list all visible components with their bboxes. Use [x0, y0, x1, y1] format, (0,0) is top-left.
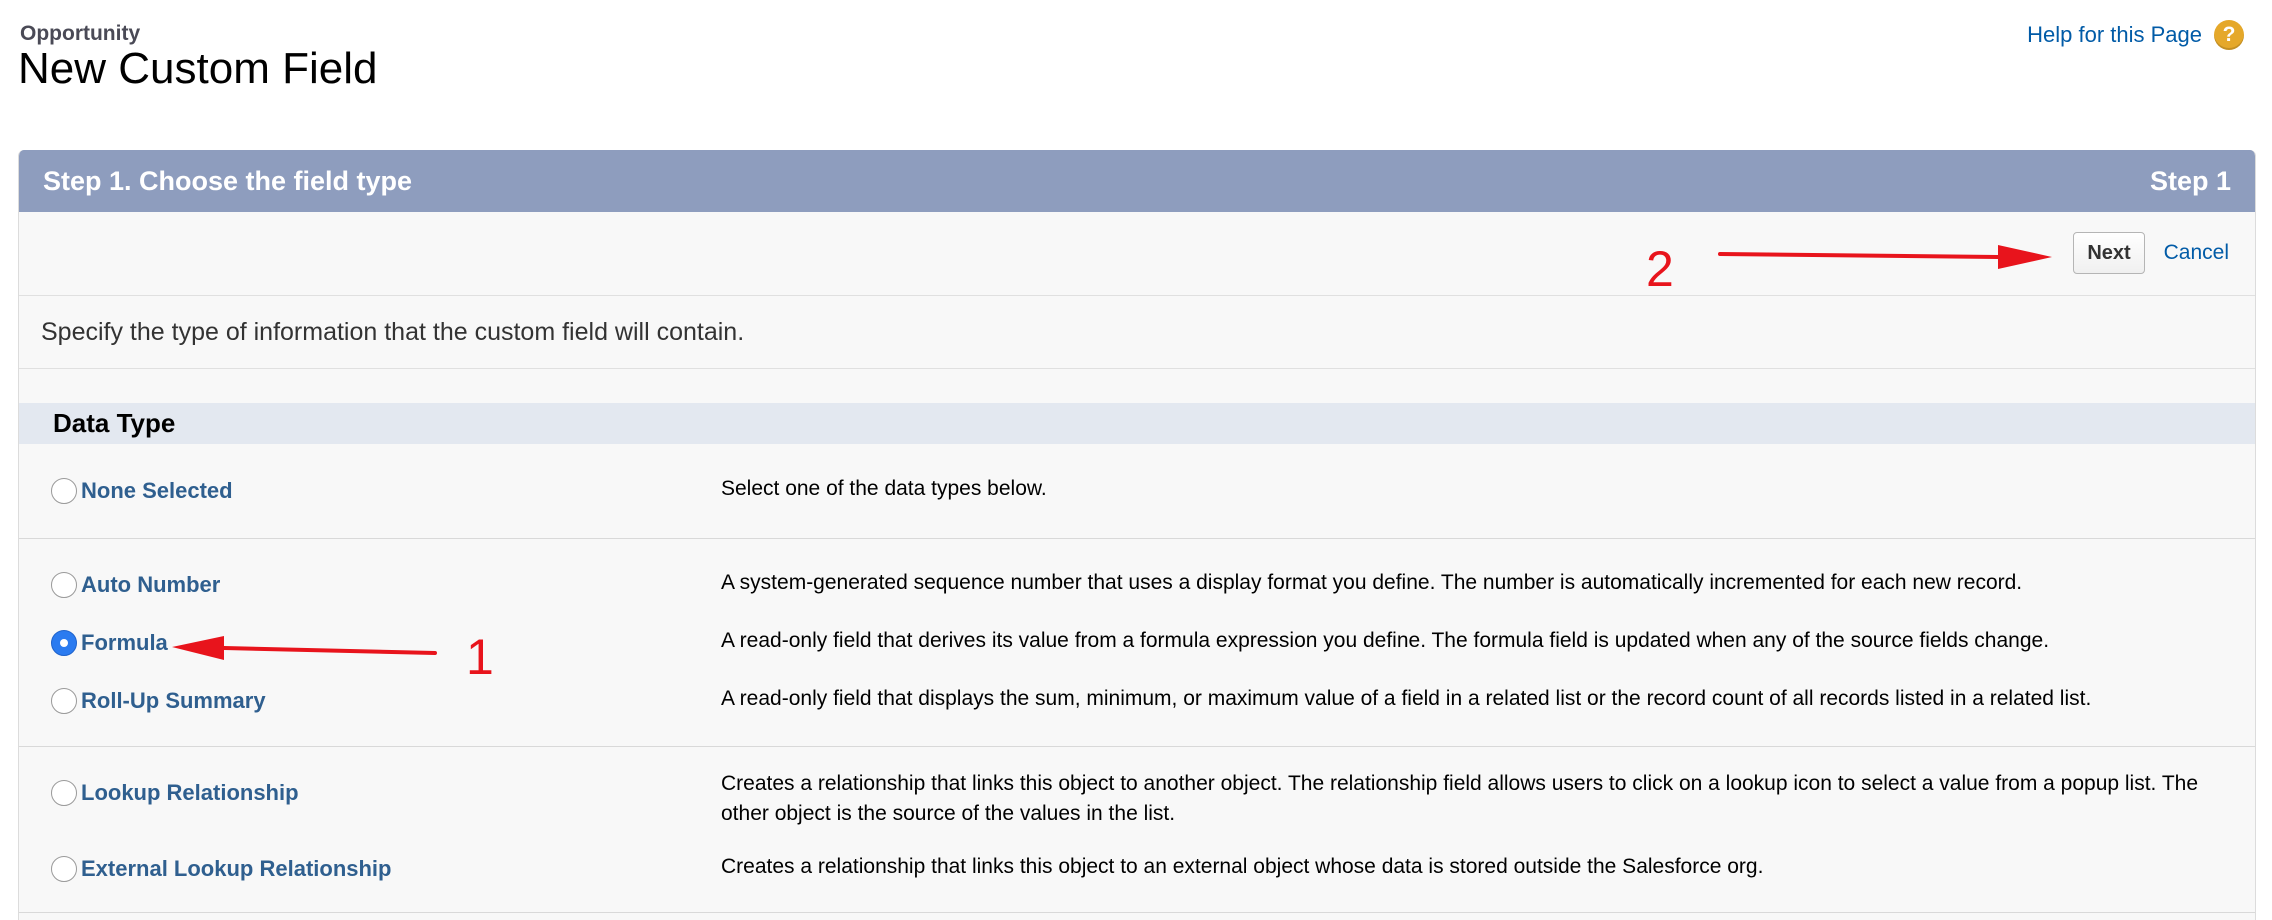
cancel-link[interactable]: Cancel: [2163, 241, 2229, 264]
option-none-selected[interactable]: [51, 478, 233, 504]
option-label: Roll-Up Summary: [81, 688, 266, 713]
option-description: Creates a relationship that links this object to another object. The relationship field allows users to click on a lookup icon to select a value from a popup list. The other object is the source of the values in the list.: [721, 772, 2199, 825]
annotation-label-2: 2: [1646, 241, 1674, 297]
option-formula[interactable]: [51, 630, 168, 656]
annotation-label-1: 1: [466, 629, 494, 685]
step-panel: [18, 150, 2256, 920]
radio-external-lookup-relationship[interactable]: [51, 856, 77, 882]
step-indicator: Step 1: [2149, 165, 2231, 196]
radio-formula[interactable]: [51, 630, 77, 656]
help-area: [2027, 20, 2244, 50]
option-lookup-relationship[interactable]: [51, 780, 299, 806]
instructions-text: Specify the type of information that the custom field will contain.: [19, 296, 2255, 369]
data-type-group: [19, 444, 2255, 539]
option-label: External Lookup Relationship: [81, 856, 392, 881]
step-title: Step 1. Choose the field type: [43, 165, 413, 196]
radio-auto-number[interactable]: [51, 572, 77, 598]
option-description: Creates a relationship that links this object to an external object whose data is stored outside the Salesforce org.: [721, 855, 1764, 878]
next-button[interactable]: Next: [2073, 232, 2145, 274]
page-title: New Custom Field: [18, 44, 378, 93]
option-external-lookup-relationship[interactable]: [51, 856, 391, 882]
radio-roll-up-summary[interactable]: [51, 688, 77, 714]
option-description: A read-only field that displays the sum, minimum, or maximum value of a field in a related list or the record count of all records listed in a related list.: [721, 687, 2092, 710]
option-roll-up-summary[interactable]: [51, 688, 266, 714]
option-label: Auto Number: [81, 572, 221, 597]
help-link[interactable]: Help for this Page: [2027, 22, 2202, 47]
step-header: [19, 150, 2255, 212]
section-spacer: [19, 369, 2255, 403]
option-auto-number[interactable]: [51, 572, 220, 598]
option-label: Lookup Relationship: [81, 780, 299, 805]
radio-none-selected[interactable]: [51, 478, 77, 504]
help-icon[interactable]: ?: [2214, 20, 2244, 50]
option-description: Select one of the data types below.: [721, 477, 1047, 500]
data-type-group: [19, 539, 2255, 747]
option-label: None Selected: [81, 478, 233, 503]
option-description: A system-generated sequence number that uses a display format you define. The number is automatically incremented for each new record.: [721, 571, 2023, 594]
data-type-group: [19, 747, 2255, 913]
object-name: Opportunity: [20, 22, 141, 45]
radio-lookup-relationship[interactable]: [51, 780, 77, 806]
option-description: A read-only field that derives its value from a formula expression you define. The formula field is updated when any of the source fields change.: [721, 629, 2050, 652]
data-type-heading: Data Type: [19, 403, 2255, 444]
button-row: [19, 212, 2255, 296]
option-label: Formula: [81, 630, 168, 655]
